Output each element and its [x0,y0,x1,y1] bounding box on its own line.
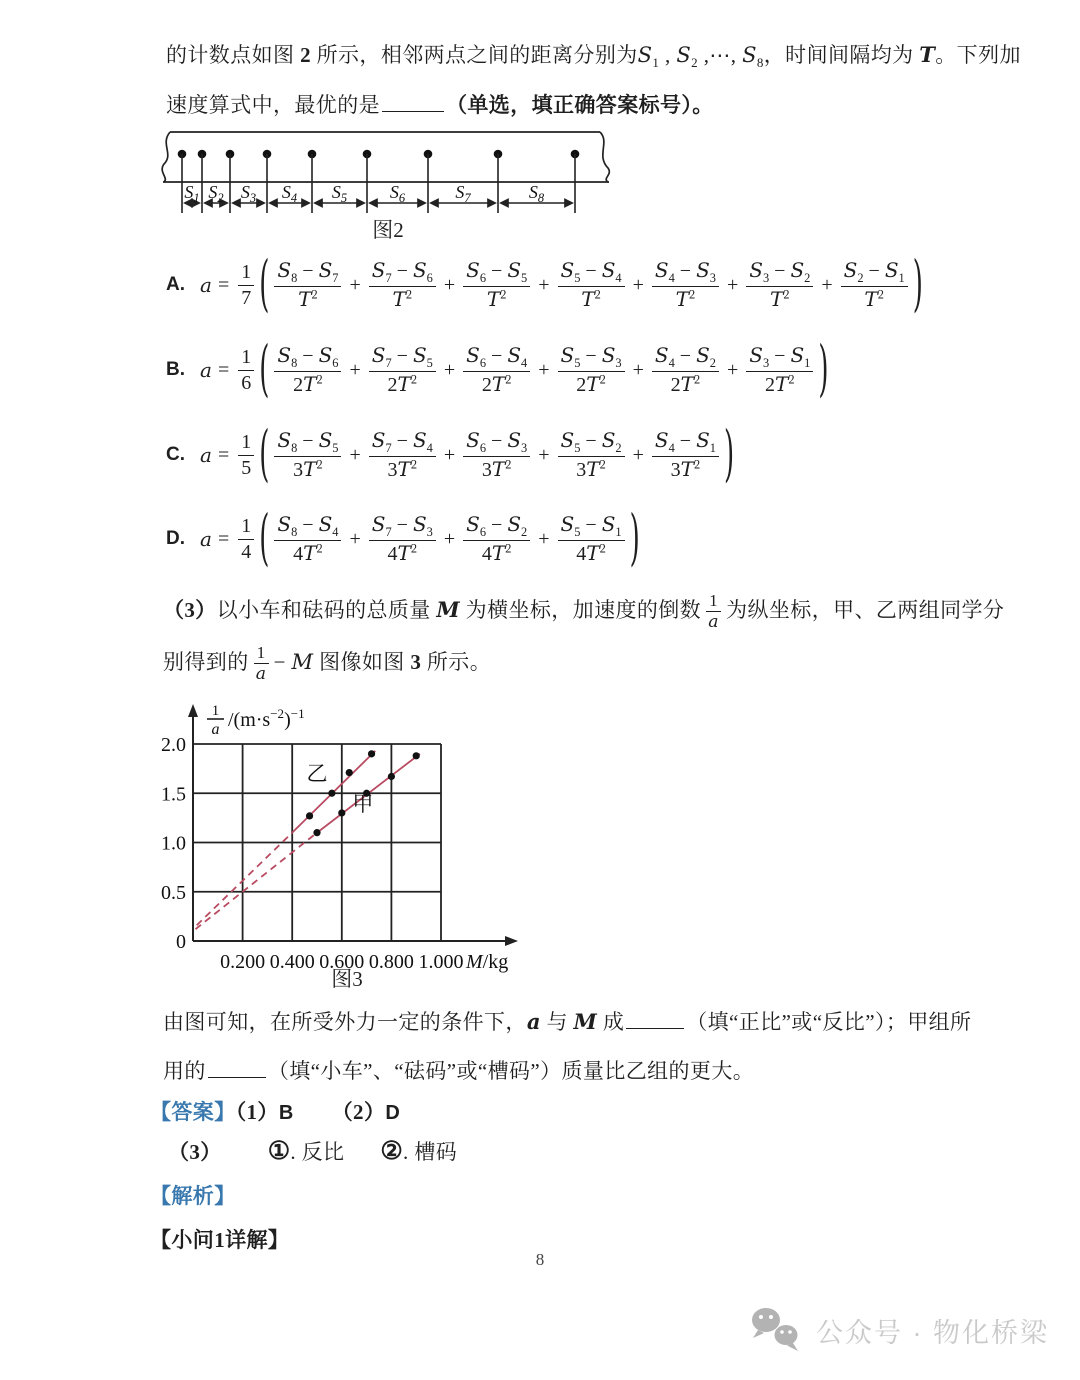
math-expr: $S_6 - S_2$ [466,511,528,539]
text-run: 速度算式中，最优的是 [166,93,380,117]
fraction [746,258,813,313]
interval-label: $S_8$ [528,182,545,205]
x-tick-label: 0.400 [269,951,315,973]
close-paren: ) [723,419,735,491]
fraction [706,591,721,633]
text-run: （填“小车”、“砝码”或“槽码”）质量比乙组的更大。 [267,1059,755,1083]
option-C [166,419,736,491]
plus-sign: + [538,273,550,296]
math-expr: $S_8 - S_4$ [277,511,339,539]
spacer [344,1158,380,1159]
math-expr: $3T^2$ [387,456,418,481]
analysis-line [150,1171,236,1221]
option-A [166,249,925,321]
detail-heading: 【小问1详解】 [150,1228,290,1252]
fraction [274,343,341,398]
data-point-甲 [413,752,420,759]
text-run: 图像如图 [313,650,411,674]
math-expr: M [436,597,461,622]
text-run: （1） [235,1100,279,1124]
math-expr: 1 [241,261,252,284]
fraction [558,343,625,398]
fraction [463,512,530,567]
spacer [150,1158,168,1159]
text-run: 所示，相邻两点之间的距离分别为 [310,43,638,67]
plus-sign: + [632,273,644,296]
text-run: 别得到的 [163,650,249,674]
answer-tag: 【答案】 [150,1100,236,1124]
fraction [274,512,341,567]
watermark [750,1306,1049,1354]
math-expr: $S_3 - S_1$ [749,342,811,370]
interval-label: $S_5$ [331,182,348,205]
math-expr: 1 [241,515,252,538]
math-expr: $S_7 - S_5$ [371,342,433,370]
open-paren: ( [259,334,270,406]
x-axis-label: M/kg [466,951,509,973]
y-tick-label: 2.0 [161,734,186,756]
plus-sign: + [349,273,361,296]
math-expr: 7 [241,286,252,309]
math-expr: $T^2$ [392,286,413,311]
math-expr: a [708,612,719,633]
fraction [463,258,530,313]
fraction [652,428,719,483]
x-tick-label: 0.200 [220,951,266,973]
text-run: （单选，填正确答案标号）。 [446,93,714,117]
math-expr: a [200,272,212,297]
math-expr: 1 [241,346,252,369]
math-expr: $4T^2$ [576,540,606,565]
analysis-tag: 【解析】 [150,1184,236,1208]
math-expr: 6 [241,371,252,394]
answer-line-2 [150,1127,457,1177]
math-expr: $S_5 - S_1$ [560,511,622,539]
fraction [652,343,719,398]
close-paren: ) [629,503,640,575]
answer-items-1 [236,1100,401,1124]
fit-line-dashed-甲 [195,835,314,930]
equals-sign: = [217,358,230,381]
answer-letter: B [278,1102,294,1124]
plus-sign: + [443,358,456,381]
text-run: 的计数点如图 [166,43,301,67]
plus-sign: + [538,443,550,466]
y-axis-arrow [188,704,198,717]
math-expr: $S_5 - S_4$ [560,257,622,285]
text-run: 2 [300,43,311,67]
math-expr: T [919,42,936,67]
fraction [238,430,254,480]
math-expr: 5 [241,456,252,479]
math-expr: $S_4 - S_1$ [654,427,716,455]
math-expr: M [573,1009,598,1034]
interval-label: $S_4$ [281,182,298,205]
blank-underline [382,97,444,112]
math-expr: $T^2$ [770,286,790,311]
watermark-text: 公众号 · 物化桥梁 [816,1317,1049,1348]
equals-sign: = [217,527,230,550]
math-expr: a [526,1009,541,1034]
x-tick-label: 0.600 [319,951,365,973]
math-expr: $S_5 - S_3$ [560,342,622,370]
open-paren: ( [259,419,270,491]
data-point-甲 [313,829,320,836]
series-label-甲: 甲 [352,791,374,816]
text-run: 以小车和砝码的总质量 [216,598,437,622]
text-run: . 反比 [290,1140,345,1164]
conclusion-line-1 [163,997,971,1047]
blank-underline [208,1063,266,1078]
option-label: C. [166,444,185,465]
interval-label: $S_1$ [184,182,200,205]
fraction [841,258,908,313]
plus-sign: + [538,527,550,550]
math-expr: $S_1$ , $S_2$ ,⋯, $S_8$ [637,43,764,71]
close-paren: ) [912,249,923,321]
y-label-frac-den: a [211,721,220,738]
spacer [294,1118,332,1119]
plus-sign: + [726,273,739,296]
plus-sign: + [443,527,456,550]
plus-sign: + [821,273,833,296]
blank-underline [626,1014,684,1029]
equals-sign: = [217,443,230,466]
text-run: （3） [163,598,217,622]
data-point-甲 [338,809,345,816]
y-axis-unit: $/(m\cdot s^{-2})^{-1}$ [228,706,305,731]
figure2-caption: 图2 [372,218,404,242]
fraction [369,428,436,483]
plus-sign: + [726,358,739,381]
data-point-甲 [388,773,395,780]
math-expr: a [255,664,267,685]
plus-sign: + [443,273,456,296]
fit-line-dashed-乙 [197,833,292,926]
text-run: 3 [410,650,422,674]
interval-label: $S_2$ [208,182,224,205]
math-expr: a [200,442,212,467]
fraction [746,343,813,398]
math-expr: $2T^2$ [670,371,701,396]
figure2-tape-diagram [158,128,628,228]
equals-sign: = [217,273,230,296]
data-point-乙 [306,812,313,819]
fraction [238,260,254,310]
fraction [274,428,341,483]
math-expr: $S_4 - S_3$ [654,257,716,285]
math-expr: $2T^2$ [765,371,795,396]
math-expr: $T^2$ [486,286,507,311]
circled-number: ① [267,1138,291,1165]
fraction [558,258,625,313]
page-number: 8 [535,1250,545,1269]
spacer [222,1158,268,1159]
math-expr: 1 [241,431,252,454]
text-run: ，时间间隔均为 [763,43,920,67]
x-tick-label: 1.000 [418,951,464,973]
fraction [274,258,341,313]
option-B [166,334,831,406]
math-expr: $4T^2$ [387,540,418,565]
figure3-chart [150,698,550,988]
fraction [369,512,436,567]
math-expr: $S_5 - S_2$ [560,427,622,455]
text-run: 所示。 [421,650,492,674]
math-expr: $S_8 - S_5$ [277,427,339,455]
plus-sign: + [349,527,361,550]
x-tick-label: 0.800 [368,951,414,973]
text-run: 。下列加 [935,43,1021,67]
math-expr: $3T^2$ [576,456,606,481]
fraction [238,514,254,564]
text-run: 用的 [163,1059,206,1083]
text-run: （3） [168,1140,222,1164]
tape-torn-left [162,132,170,182]
fraction [254,643,269,685]
open-paren: ( [259,503,270,575]
y-tick-label: 0 [176,931,186,953]
fraction [652,258,719,313]
math-expr: a [200,526,212,551]
fraction [369,343,436,398]
answer-letter: D [385,1102,401,1124]
text-run: （2） [331,1100,386,1124]
tape-torn-right [600,132,609,182]
wechat-icon [750,1306,802,1354]
math-expr: $T^2$ [864,286,884,311]
math-expr: $S_6 - S_4$ [466,342,528,370]
option-D [166,503,642,575]
math-expr: $S_7 - S_3$ [371,511,433,539]
math-expr: a [200,357,212,382]
math-expr: $2T^2$ [387,371,418,396]
interval-label: $S_7$ [455,182,471,205]
math-expr: $3T^2$ [670,456,701,481]
math-expr: $T^2$ [581,286,601,311]
plus-sign: + [443,443,456,466]
data-point-乙 [328,790,335,797]
figure3-caption: 图3 [331,967,363,991]
option-label: B. [166,359,185,380]
part3-line-2 [163,637,491,687]
math-expr: $S_6 - S_3$ [466,427,528,455]
series-label-乙: 乙 [306,761,328,786]
fraction [463,428,530,483]
x-axis-arrow [505,936,518,946]
math-expr: $S_4 - S_2$ [654,342,716,370]
math-expr: 1 [709,591,719,611]
y-label-frac-num: 1 [211,703,220,719]
text-run: （填“正比”或“反比”）；甲组所 [686,1010,972,1034]
math-expr: $2T^2$ [576,371,606,396]
math-expr: $3T^2$ [481,456,512,481]
fraction [558,512,625,567]
math-expr: $S_8 - S_7$ [277,257,339,285]
data-point-乙 [368,750,375,757]
y-tick-label: 0.5 [161,881,186,904]
option-label: D. [166,528,185,549]
data-point-乙 [346,769,353,776]
open-paren: ( [259,249,270,321]
math-expr: $4T^2$ [293,540,323,565]
math-expr: $T^2$ [298,286,318,311]
math-expr: $S_7 - S_6$ [371,257,433,285]
math-expr: $S_6 - S_5$ [466,257,528,285]
y-tick-label: 1.0 [161,832,186,855]
text-run: 由图可知，在所受外力一定的条件下， [163,1010,527,1034]
close-paren: ) [818,334,829,406]
math-expr: − M [273,650,314,674]
plus-sign: + [349,443,361,466]
option-label: A. [166,274,185,295]
math-expr: $T^2$ [675,286,696,311]
circled-number: ② [380,1138,404,1165]
math-expr: $2T^2$ [293,371,323,396]
y-tick-label: 1.5 [161,783,186,806]
math-expr: $2T^2$ [481,371,512,396]
part3-line-1 [163,585,1004,635]
fraction [558,428,625,483]
fraction [369,258,436,313]
plus-sign: + [538,358,550,381]
text-run: . 槽码 [403,1140,458,1164]
math-expr: $S_3 - S_2$ [749,257,811,285]
math-expr: 1 [256,643,266,663]
fraction [238,345,254,395]
text-run: 为纵坐标，甲、乙两组同学分 [726,598,1005,622]
plus-sign: + [349,358,361,381]
interval-label: $S_6$ [389,182,406,205]
plus-sign: + [632,443,644,466]
text-run: 与 [540,1010,574,1034]
fraction [463,343,530,398]
math-expr: $3T^2$ [293,456,323,481]
interval-label: $S_3$ [240,182,257,205]
math-expr: 4 [241,540,252,563]
math-expr: $S_2 - S_1$ [843,257,905,285]
plus-sign: + [632,358,644,381]
text-run: 为横坐标，加速度的倒数 [460,598,702,622]
math-expr: $S_7 - S_4$ [371,427,433,455]
intro-line-2 [166,80,714,130]
math-expr: $S_8 - S_6$ [277,342,339,370]
math-expr: $4T^2$ [481,540,512,565]
text-run: 成 [597,1010,625,1034]
